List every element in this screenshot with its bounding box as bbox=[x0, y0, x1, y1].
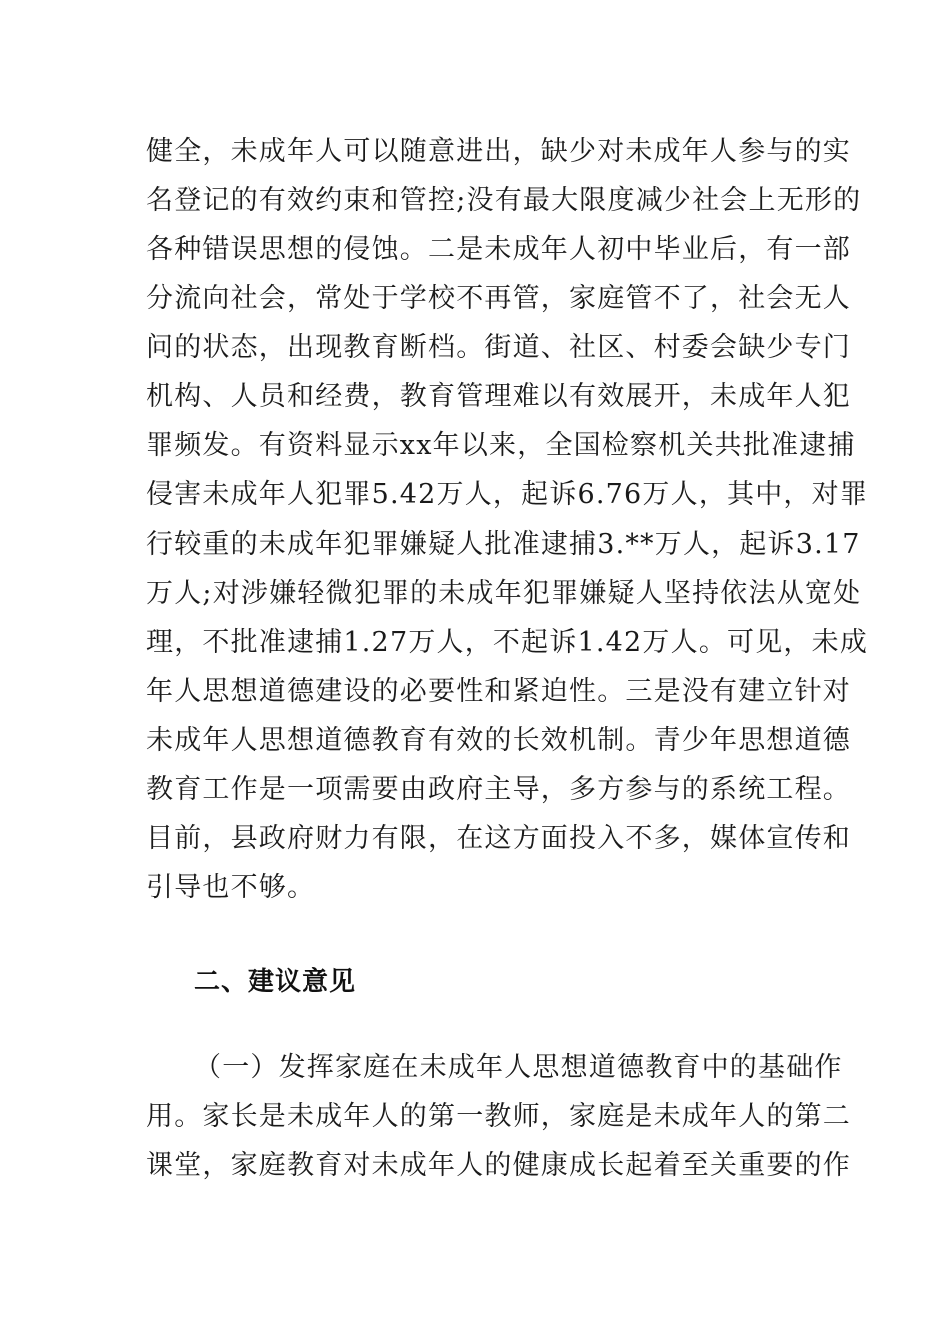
body-text-line: 引导也不够。 bbox=[146, 872, 316, 903]
body-text-line: 问的状态，出现教育断档。街道、社区、村委会缺少专门 bbox=[146, 332, 851, 363]
body-text-line: 分流向社会，常处于学校不再管，家庭管不了，社会无人 bbox=[146, 283, 851, 314]
body-text-line: 教育工作是一项需要由政府主导，多方参与的系统工程。 bbox=[146, 774, 851, 805]
body-text-line: 理，不批准逮捕1.27万人，不起诉1.42万人。可见，未成 bbox=[146, 627, 869, 658]
body-text-line: 罪频发。有资料显示xx年以来，全国检察机关共批准逮捕 bbox=[146, 430, 856, 461]
body-text-line: 课堂，家庭教育对未成年人的健康成长起着至关重要的作 bbox=[146, 1150, 851, 1181]
body-text-line: 行较重的未成年犯罪嫌疑人批准逮捕3.**万人，起诉3.17 bbox=[146, 529, 861, 560]
body-text-line: 目前，县政府财力有限，在这方面投入不多，媒体宣传和 bbox=[146, 823, 851, 854]
body-text-line: 健全，未成年人可以随意进出，缺少对未成年人参与的实 bbox=[146, 136, 851, 167]
body-text-line: 万人;对涉嫌轻微犯罪的未成年犯罪嫌疑人坚持依法从宽处 bbox=[146, 578, 862, 609]
body-text-line: 各种错误思想的侵蚀。二是未成年人初中毕业后，有一部 bbox=[146, 234, 851, 265]
body-text-line: 未成年人思想道德教育有效的长效机制。青少年思想道德 bbox=[146, 725, 851, 756]
body-text-line: 侵害未成年人犯罪5.42万人，起诉6.76万人，其中，对罪 bbox=[146, 479, 869, 510]
body-text-line: 名登记的有效约束和管控;没有最大限度减少社会上无形的 bbox=[146, 185, 862, 216]
body-text-line: 机构、人员和经费，教育管理难以有效展开，未成年人犯 bbox=[146, 381, 851, 412]
body-text-line: 用。家长是未成年人的第一教师，家庭是未成年人的第二 bbox=[146, 1101, 851, 1132]
body-text-line: 年人思想道德建设的必要性和紧迫性。三是没有建立针对 bbox=[146, 676, 851, 707]
section-heading: 二、建议意见 bbox=[194, 967, 357, 997]
body-text-line: （一）发挥家庭在未成年人思想道德教育中的基础作 bbox=[194, 1052, 843, 1083]
